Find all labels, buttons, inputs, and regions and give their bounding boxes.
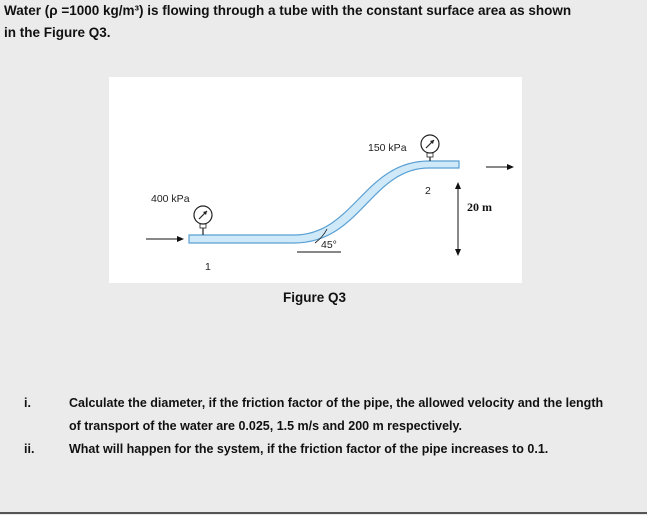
question-number: i. [24, 396, 31, 410]
inlet-flow-arrow [146, 236, 184, 242]
pipe-diagram [109, 77, 522, 283]
pressure-gauge-2-icon [421, 135, 439, 161]
question-text: What will happen for the system, if the friction factor of the pipe increases to 0.1. [69, 442, 549, 456]
figure-q3 [109, 77, 522, 283]
pipe [189, 161, 459, 243]
height-dimension-arrow [455, 182, 461, 256]
point-1-label: 1 [205, 261, 211, 273]
question-number: ii. [24, 442, 35, 456]
question-text: Calculate the diameter, if the friction factor of the pipe, the allowed velocity and the length [69, 396, 604, 410]
problem-line-1: Water (ρ =1000 kg/m³) is flowing through a tube with the constant surface area as shown [4, 3, 572, 18]
page-divider [0, 512, 647, 514]
question-item [0, 393, 647, 416]
pressure-2-label: 150 kPa [368, 142, 407, 154]
pressure-gauge-1-icon [194, 206, 212, 235]
question-text-continued: of transport of the water are 0.025, 1.5 m/s and 200 m respectively. [69, 419, 462, 433]
point-2-label: 2 [425, 185, 431, 197]
height-label: 20 m [467, 200, 492, 214]
question-item [0, 439, 647, 462]
question-continuation [0, 416, 647, 439]
figure-caption: Figure Q3 [283, 290, 347, 305]
pressure-1-label: 400 kPa [151, 193, 190, 205]
problem-line-2: in the Figure Q3. [4, 25, 111, 40]
outlet-flow-arrow [486, 164, 514, 170]
question-list [0, 393, 647, 462]
angle-label: 45° [321, 239, 337, 251]
problem-statement [4, 0, 644, 44]
